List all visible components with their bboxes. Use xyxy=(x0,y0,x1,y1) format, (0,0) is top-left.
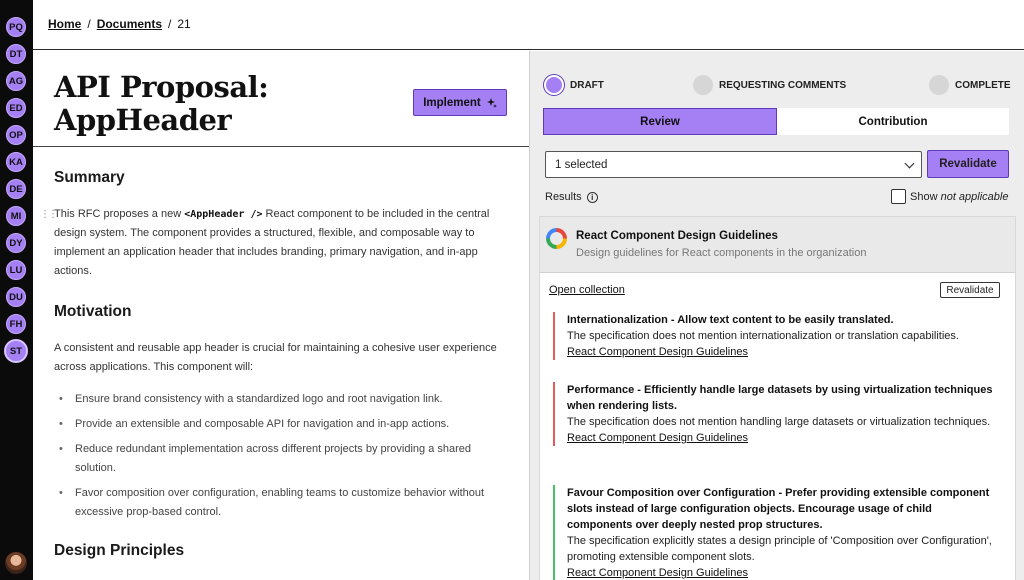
panel-tabs xyxy=(543,108,1009,135)
issue-link[interactable]: React Component Design Guidelines xyxy=(567,567,748,579)
info-icon[interactable]: i xyxy=(587,192,598,203)
status-ring-icon xyxy=(546,228,567,249)
step-dot-active xyxy=(544,75,564,95)
avatar[interactable]: DE xyxy=(6,179,26,199)
review-panel xyxy=(529,51,1024,580)
avatar[interactable]: ED xyxy=(6,98,26,118)
step-draft[interactable] xyxy=(544,75,604,95)
avatar[interactable]: DU xyxy=(6,287,26,307)
breadcrumb-home[interactable]: Home xyxy=(48,17,82,31)
step-dot xyxy=(929,75,949,95)
user-avatar-photo[interactable] xyxy=(5,552,27,574)
issue-title: Performance - Efficiently handle large datasets by using virtualization techniques when rendering lists. xyxy=(567,384,993,412)
avatar-selected[interactable]: ST xyxy=(4,339,28,363)
revalidate-button[interactable]: Revalidate xyxy=(927,150,1009,178)
tab-review[interactable]: Review xyxy=(543,108,777,135)
list-item: • Ensure brand consistency with a standardized logo and root navigation link. xyxy=(59,390,499,409)
breadcrumb-current: 21 xyxy=(177,17,191,31)
collection-card xyxy=(539,216,1016,580)
issue-description: The specification explicitly states a design principle of 'Composition over Configuration', promoting extensible component slots. xyxy=(567,535,992,563)
drag-handle-icon[interactable]: ⋮⋮ xyxy=(40,209,56,220)
issue-link[interactable]: React Component Design Guidelines xyxy=(567,432,748,444)
issue-item xyxy=(553,382,998,446)
motivation-paragraph: A consistent and reusable app header is crucial for maintaining a cohesive user experience across applications. This component will: xyxy=(54,342,497,373)
code-inline: <AppHeader /> xyxy=(184,209,263,220)
implement-button[interactable] xyxy=(413,89,507,116)
collection-subtitle: Design guidelines for React components in the organization xyxy=(576,247,867,259)
page-title: API Proposal: AppHeader xyxy=(54,70,269,137)
step-label: REQUESTING COMMENTS xyxy=(719,79,847,91)
section-heading-summary: Summary xyxy=(54,169,125,186)
section-heading-motivation: Motivation xyxy=(54,303,132,320)
step-requesting-comments[interactable] xyxy=(693,75,846,95)
summary-paragraph: This RFC proposes a new <AppHeader /> React component to be included in the central design system. The component provides a structured, flexible, and composable way to implement an application header that includes branding, primary navigation, and in-app actions. xyxy=(54,208,490,277)
motivation-list xyxy=(59,390,499,528)
show-na-label: Show not applicable xyxy=(910,190,1009,203)
issue-item-pass xyxy=(553,485,998,580)
collection-select[interactable] xyxy=(545,151,922,178)
collection-title: React Component Design Guidelines xyxy=(576,230,778,242)
implement-label: Implement xyxy=(423,96,481,109)
issue-link[interactable]: React Component Design Guidelines xyxy=(567,346,748,358)
issue-item xyxy=(553,312,998,360)
top-bar xyxy=(33,0,1024,50)
issue-description: The specification does not mention handling large datasets or virtualization techniques. xyxy=(567,416,991,428)
avatar[interactable]: MI xyxy=(6,206,26,226)
list-item: • Provide an extensible and composable API for navigation and in-app actions. xyxy=(59,415,499,434)
avatar[interactable]: FH xyxy=(6,314,26,334)
revalidate-small-button[interactable]: Revalidate xyxy=(940,282,1000,298)
show-not-applicable-toggle[interactable] xyxy=(891,189,1008,204)
checkbox[interactable] xyxy=(891,189,906,204)
results-label-row xyxy=(545,191,598,203)
avatar[interactable]: AG xyxy=(6,71,26,91)
step-complete[interactable] xyxy=(929,75,1011,95)
issue-description: The specification does not mention internationalization or translation capabilities. xyxy=(567,330,959,342)
breadcrumb xyxy=(48,17,191,31)
chevron-down-icon xyxy=(905,159,915,169)
issue-title: Favour Composition over Configuration - Prefer providing extensible component slots instead of large configuration objects. Encourage usage of child components over deeply nested prop structures. xyxy=(567,487,990,531)
avatar[interactable]: PQ xyxy=(6,17,26,37)
step-label: DRAFT xyxy=(570,79,604,91)
avatar[interactable]: DY xyxy=(6,233,26,253)
avatar[interactable]: OP xyxy=(6,125,26,145)
avatar[interactable]: LU xyxy=(6,260,26,280)
breadcrumb-documents[interactable]: Documents xyxy=(96,17,163,31)
tab-contribution[interactable]: Contribution xyxy=(858,115,928,128)
open-collection-link[interactable]: Open collection xyxy=(549,284,625,296)
document-header xyxy=(33,51,529,147)
results-label: Results xyxy=(545,191,582,203)
list-item: • Reduce redundant implementation across different projects by providing a shared solution. xyxy=(59,440,499,478)
section-heading-design-principles: Design Principles xyxy=(54,542,185,559)
avatar-rail xyxy=(0,0,33,580)
sparkle-icon xyxy=(487,98,497,108)
select-value: 1 selected xyxy=(555,158,608,171)
document-pane xyxy=(33,51,529,580)
collection-card-header xyxy=(540,217,1015,273)
step-label: COMPLETE xyxy=(955,79,1011,91)
breadcrumb-separator: / xyxy=(168,17,172,31)
breadcrumb-separator: / xyxy=(87,17,91,31)
step-dot xyxy=(693,75,713,95)
avatar[interactable]: DT xyxy=(6,44,26,64)
list-item: • Favor composition over configuration, enabling teams to customize behavior without excessive prop-based control. xyxy=(59,484,499,522)
issue-title: Internationalization - Allow text content to be easily translated. xyxy=(567,314,894,326)
avatar[interactable]: KA xyxy=(6,152,26,172)
